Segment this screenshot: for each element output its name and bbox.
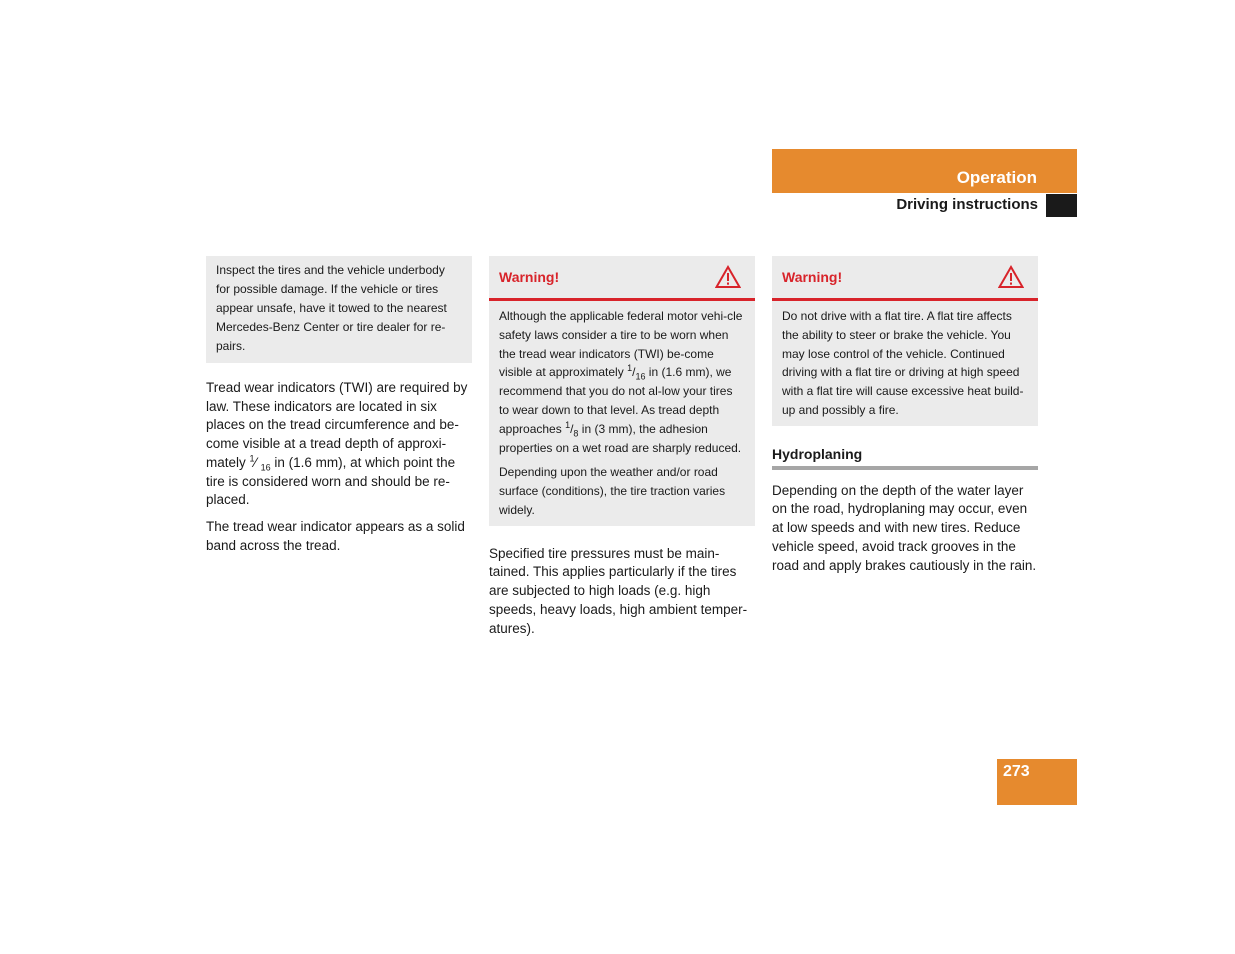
fraction-denominator: 8 [573, 428, 579, 439]
warning-header [772, 256, 1038, 301]
warning-paragraph: Although the applicable federal motor vehi-cle safety laws consider a tire to be worn when the tread wear indicators (TWI) be-come visible at approximately $^1/_{16}$ in (1.6 mm), we recommend that you do not al-low your tires to wear down to that level. As tread depth approaches $^1/_8$ in (3 mm), the adhesion properties on a wet road are sharply reduced. [499, 309, 743, 455]
fraction-numerator: 1 [565, 419, 571, 430]
column-left [206, 256, 472, 555]
section-marker-tab [1046, 194, 1077, 217]
paragraph-hydroplaning: Depending on the depth of the water layer on the road, hydroplaning may occur, even at low speeds and with new tires. Reduce vehicle speed, avoid track grooves in the road and apply brakes cautiously in the rain. [772, 482, 1037, 573]
warning-body [489, 301, 755, 526]
note-text: Inspect the tires and the vehicle underbody for possible damage. If the vehicle or tires appear unsafe, have it towed to the nearest Mercedes-Benz Center or tire dealer for re-pairs. [216, 263, 447, 353]
warning-header [489, 256, 755, 301]
subsection-title: Driving instructions [896, 196, 1038, 213]
fraction-denominator: 16 [260, 462, 271, 473]
fraction-numerator: 1 [627, 363, 633, 374]
page-number: 273 [1003, 763, 1030, 780]
warning-triangle-icon [715, 265, 741, 294]
warning-text: Although the applicable federal motor vehi-cle safety laws consider a tire to be worn when the tread wear indicators (TWI) be-come visible at approximately [499, 309, 743, 380]
page-number-tab [997, 759, 1077, 805]
paragraph-tread-indicator: The tread wear indicator appears as a solid band across the tread. [206, 518, 465, 553]
warning-text: in (3 mm), the adhesion properties on a wet road are sharply reduced. [499, 421, 742, 455]
warning-triangle-icon [998, 265, 1024, 294]
warning-title: Warning! [782, 269, 843, 285]
paragraph-tire-pressure: Specified tire pressures must be main-tained. This applies particularly if the tires are subjected to high loads (e.g. high speeds, heavy loads, high ambient temper-atures). [489, 545, 748, 636]
warning-box [489, 256, 755, 526]
column-middle [489, 256, 755, 638]
heading-hydroplaning: Hydroplaning [772, 446, 1038, 470]
note-box [206, 256, 472, 363]
warning-title: Warning! [499, 269, 560, 285]
warning-text: in (1.6 mm), we recommend that you do not al-low your tires to wear down to that level. As tread depth approaches [499, 365, 733, 436]
fraction-denominator: 16 [635, 371, 646, 382]
warning-box [772, 256, 1038, 426]
warning-body [772, 301, 1038, 426]
warning-paragraph: Depending upon the weather and/or road surface (conditions), the tire traction varies widely. [499, 465, 726, 517]
paragraph-tread-wear: Tread wear indicators (TWI) are required by law. These indicators are located in six places on the tread circumference and be-come visible at a tread depth of approxi-mately $^1$⁄ $_{16}$ in (1.6 mm), at which point the tire is considered worn and should be re-placed. [206, 380, 468, 508]
paragraph-text: in (1.6 mm), at which point the tire is considered worn and should be re-placed. [206, 454, 456, 508]
fraction-numerator: 1 [249, 453, 255, 464]
section-title: Operation [956, 168, 1037, 187]
paragraph-text: Tread wear indicators (TWI) are required by law. These indicators are located in six places on the tread circumference and be-come visible at a tread depth of approxi-mately [206, 380, 468, 470]
section-header-bar [772, 149, 1077, 193]
warning-paragraph: Do not drive with a flat tire. A flat tire affects the ability to steer or brake the vehicle. You may lose control of the vehicle. Continued driving with a flat tire or driving at high speed with a flat tire will cause excessive heat build-up and possibly a fire. [782, 309, 1024, 417]
column-right [772, 256, 1038, 575]
